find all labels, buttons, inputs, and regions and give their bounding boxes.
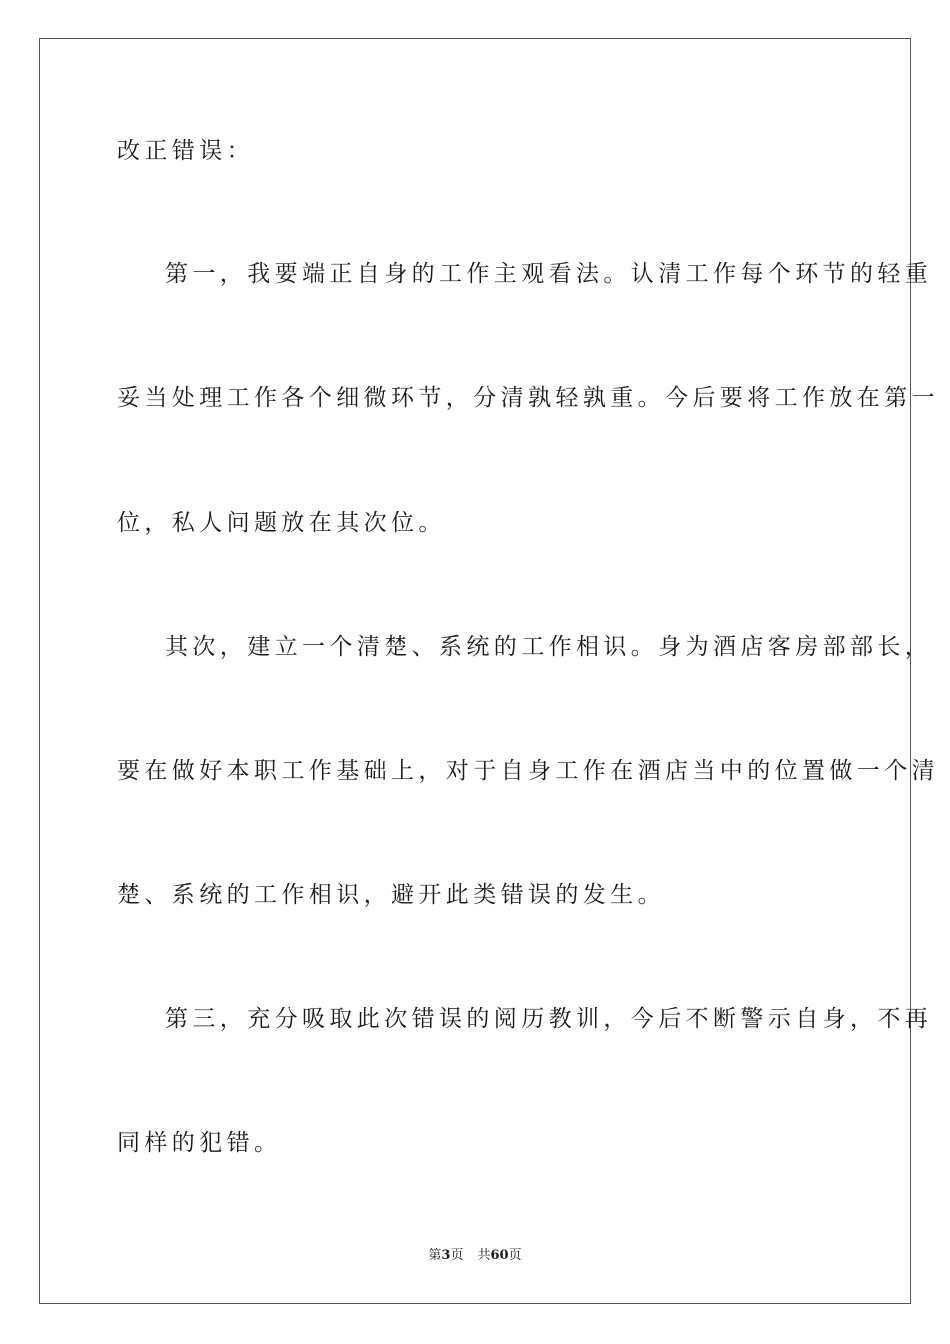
total-pages: 60 (490, 1248, 509, 1263)
text-line-3: 妥当处理工作各个细微环节，分清孰轻孰重。今后要将工作放在第一 (117, 385, 939, 411)
text-line-2: 第一，我要端正自身的工作主观看法。认清工作每个环节的轻重 (165, 261, 933, 287)
page-frame (39, 38, 939, 1304)
text-line-5: 其次，建立一个清楚、系统的工作相识。身为酒店客房部部长， (165, 634, 933, 660)
page-prefix: 第 (428, 1248, 442, 1263)
text-line-6: 要在做好本职工作基础上，对于自身工作在酒店当中的位置做一个清 (117, 758, 939, 784)
total-suffix: 页 (508, 1248, 522, 1263)
page-number: 3 (441, 1248, 451, 1263)
text-line-7: 楚、系统的工作相识，避开此类错误的发生。 (117, 882, 665, 908)
text-line-9: 同样的犯错。 (117, 1130, 282, 1156)
text-line-1: 改正错误： (117, 138, 254, 164)
text-line-8: 第三，充分吸取此次错误的阅历教训，今后不断警示自身，不再 (165, 1006, 933, 1032)
page-footer (0, 1247, 950, 1265)
page-suffix: 页 (450, 1248, 464, 1263)
total-prefix: 共 (477, 1248, 491, 1263)
text-line-4: 位，私人问题放在其次位。 (117, 510, 446, 536)
